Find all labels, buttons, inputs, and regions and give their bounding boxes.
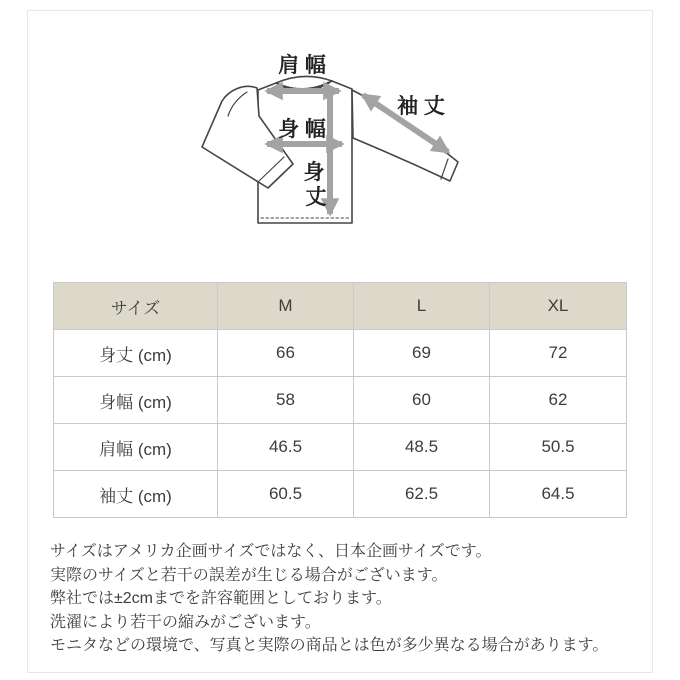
size-table-header-row	[54, 283, 627, 330]
cell-value: 69	[354, 330, 490, 377]
size-table-header-size: サイズ	[54, 283, 218, 330]
row-label: 身幅 (cm)	[54, 377, 218, 424]
body-length-label-bottom: 丈	[305, 186, 327, 209]
note-line: 実際のサイズと若干の誤差が生じる場合がございます。	[50, 566, 448, 584]
size-notes	[50, 540, 665, 658]
cell-value: 66	[218, 330, 354, 377]
size-table-header-l: L	[354, 283, 490, 330]
size-table-header-xl: XL	[490, 283, 627, 330]
cell-value: 46.5	[218, 424, 354, 471]
row-label: 身丈 (cm)	[54, 330, 218, 377]
note-line: 弊社では±2cmまでを許容範囲としております。	[50, 590, 392, 607]
note-line: 洗濯により若干の縮みがございます。	[50, 613, 321, 631]
table-row-shoulder-width	[54, 424, 627, 471]
body-length-label-top: 身	[303, 161, 325, 184]
cell-value: 48.5	[354, 424, 490, 471]
body-width-label: 身 幅	[278, 118, 326, 141]
table-row-sleeve-length	[54, 471, 627, 518]
row-label: 肩幅 (cm)	[54, 424, 218, 471]
size-table-header-m: M	[218, 283, 354, 330]
sleeve-length-label: 袖 丈	[397, 95, 445, 118]
cell-value: 50.5	[490, 424, 627, 471]
table-row-body-length	[54, 330, 627, 377]
shirt-measurement-diagram	[185, 45, 495, 250]
cell-value: 60.5	[218, 471, 354, 518]
cell-value: 64.5	[490, 471, 627, 518]
note-line: モニタなどの環境で、写真と実際の商品とは色が多少異なる場合があります。	[50, 637, 609, 654]
cell-value: 62	[490, 377, 627, 424]
cell-value: 72	[490, 330, 627, 377]
shoulder-width-label: 肩 幅	[278, 54, 326, 77]
row-label: 袖丈 (cm)	[54, 471, 218, 518]
cell-value: 60	[354, 377, 490, 424]
table-row-body-width	[54, 377, 627, 424]
cell-value: 58	[218, 377, 354, 424]
note-line: サイズはアメリカ企画サイズではなく、日本企画サイズです。	[50, 543, 492, 560]
cell-value: 62.5	[354, 471, 490, 518]
size-table	[53, 282, 627, 518]
